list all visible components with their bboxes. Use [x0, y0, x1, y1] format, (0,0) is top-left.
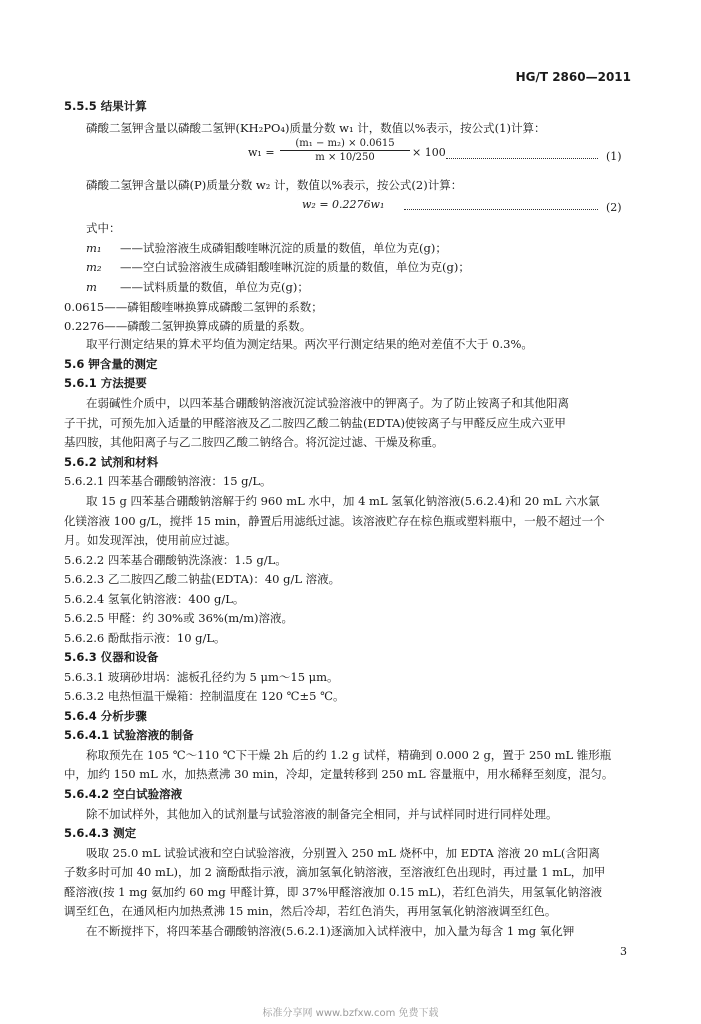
- leader-dots: [404, 209, 598, 210]
- formula-1-lhs: w₁ =: [248, 146, 275, 159]
- definition-m: [86, 279, 635, 295]
- section-5-6-4-3-title: 5.6.4.3 测定: [64, 826, 137, 840]
- paragraph-line: 在弱碱性介质中，以四苯基合硼酸钠溶液沉淀试验溶液中的钾离子。为了防止铵离子和其他阳离: [86, 396, 569, 410]
- section-5-6-4-1-title: 5.6.4.1 试验溶液的制备: [64, 728, 194, 742]
- paragraph-line: 调至红色，在通风柜内加热煮沸 15 min，然后冷却，若红色消失，再用氢氧化钠溶液调至红色。: [64, 904, 557, 918]
- formula-1-fraction: [280, 138, 410, 163]
- item-5-6-2-4: 5.6.2.4 氢氧化钠溶液：400 g/L。: [64, 592, 245, 606]
- paragraph-line: 吸取 25.0 mL 试验试液和空白试验溶液，分别置入 250 mL 烧杯中，加 EDTA 溶液 20 mL(含阳离: [86, 846, 600, 860]
- item-5-6-2-6: 5.6.2.6 酚酞指示液：10 g/L。: [64, 631, 226, 645]
- formula-2: w₂ = 0.2276w₁: [302, 198, 385, 211]
- section-5-6-4-title: 5.6.4 分析步骤: [64, 709, 147, 723]
- leader-dots: [446, 158, 598, 159]
- paragraph-line: 子干扰，可预先加入适量的甲醛溶液及乙二胺四乙酸二钠盐(EDTA)使铵离子与甲醛反应生成六亚甲: [64, 416, 566, 430]
- paragraph-line: 在不断搅拌下，将四苯基合硼酸钠溶液(5.6.2.1)逐滴加入试样液中，加入量为每含 1 mg 氧化钾: [86, 924, 575, 938]
- definition-text: ——空白试验溶液生成磷钼酸喹啉沉淀的质量的数值，单位为克(g)；: [120, 260, 470, 274]
- paragraph-line: 子数多时可加 40 mL)，加 2 滴酚酞指示液，滴加氢氧化钠溶液，至溶液红色出现时，再过量 1 mL，加甲: [64, 865, 606, 879]
- item-5-6-3-2: 5.6.3.2 电热恒温干燥箱：控制温度在 120 ℃±5 ℃。: [64, 689, 345, 703]
- paragraph-line: 醛溶液(按 1 mg 氨加约 60 mg 甲醛计算，即 37%甲醛溶液加 0.15 mL)，若红色消失，用氢氧化钠溶液: [64, 885, 603, 899]
- paragraph-precision: 取平行测定结果的算术平均值为测定结果。两次平行测定结果的绝对差值不大于 0.3%。: [86, 337, 533, 351]
- formula-1-numerator: (m₁ − m₂) × 0.0615: [280, 138, 410, 151]
- section-5-6-2-title: 5.6.2 试剂和材料: [64, 455, 159, 469]
- section-5-6-title: 5.6 钾含量的测定: [64, 357, 158, 371]
- formula-1-tail: × 100: [412, 146, 446, 159]
- paragraph-line: 称取预先在 105 ℃～110 ℃下干燥 2h 后的约 1.2 g 试样，精确到 0.000 2 g，置于 250 mL 锥形瓶: [86, 748, 612, 762]
- definition-coef-0-2276: 0.2276——磷酸二氢钾换算成磷的质量的系数。: [64, 319, 312, 333]
- definition-m1: [86, 240, 635, 256]
- standard-number: HG/T 2860—2011: [515, 70, 631, 84]
- section-5-6-3-title: 5.6.3 仪器和设备: [64, 650, 159, 664]
- symbol: m₁: [86, 241, 102, 255]
- paragraph-line: 化镁溶液 100 g/L，搅拌 15 min，静置后用滤纸过滤。该溶液贮存在棕色瓶或塑料瓶中，一般不超过一个: [64, 514, 605, 528]
- paragraph-line: 月。如发现浑浊，使用前应过滤。: [64, 533, 237, 547]
- definition-text: ——试料质量的数值，单位为克(g)；: [120, 280, 309, 294]
- item-5-6-2-3: 5.6.2.3 乙二胺四乙酸二钠盐(EDTA)：40 g/L 溶液。: [64, 572, 341, 586]
- paragraph-line: 基四胺，其他阳离子与乙二胺四乙酸二钠络合。将沉淀过滤、干燥及称重。: [64, 435, 444, 449]
- watermark-text: 标准分享网 www.bzfxw.com 免费下载: [262, 1008, 439, 1019]
- item-5-6-2-2: 5.6.2.2 四苯基合硼酸钠洗涤液：1.5 g/L。: [64, 553, 287, 567]
- definition-text: ——试验溶液生成磷钼酸喹啉沉淀的质量的数值，单位为克(g)；: [120, 241, 447, 255]
- formula-2-number: (2): [606, 201, 622, 214]
- paragraph-line: 除不加试样外，其他加入的试剂量与试验溶液的制备完全相同，并与试样同时进行同样处理。: [86, 807, 558, 821]
- definition-m2: [86, 259, 635, 275]
- page-number: 3: [620, 945, 627, 958]
- item-5-6-3-1: 5.6.3.1 玻璃砂坩埚：滤板孔径约为 5 μm～15 μm。: [64, 670, 339, 684]
- formula-1-number: (1): [606, 150, 622, 163]
- paragraph-w2-intro: 磷酸二氢钾含量以磷(P)质量分数 w₂ 计，数值以%表示，按公式(2)计算：: [86, 178, 463, 192]
- symbol: m: [86, 280, 97, 294]
- item-5-6-2-1: 5.6.2.1 四苯基合硼酸钠溶液：15 g/L。: [64, 474, 272, 488]
- item-5-6-2-5: 5.6.2.5 甲醛：约 30%或 36%(m/m)溶液。: [64, 611, 293, 625]
- paragraph-line: 中，加约 150 mL 水，加热煮沸 30 min，冷却，定量转移到 250 mL 容量瓶中，用水稀释至刻度，混匀。: [64, 767, 614, 781]
- where-label: 式中：: [86, 221, 121, 235]
- symbol: m₂: [86, 260, 102, 274]
- formula-1-denominator: m × 10/250: [315, 152, 375, 163]
- paragraph-w1-intro: 磷酸二氢钾含量以磷酸二氢钾(KH₂PO₄)质量分数 w₁ 计，数值以%表示，按公式(1)计算：: [86, 121, 546, 135]
- definition-coef-0-0615: 0.0615——磷钼酸喹啉换算成磷酸二氢钾的系数；: [64, 300, 323, 314]
- section-5-6-1-title: 5.6.1 方法提要: [64, 376, 147, 390]
- section-5-6-4-2-title: 5.6.4.2 空白试验溶液: [64, 787, 183, 801]
- paragraph-line: 取 15 g 四苯基合硼酸钠溶解于约 960 mL 水中，加 4 mL 氢氧化钠溶液(5.6.2.4)和 20 mL 六水氯: [86, 494, 600, 508]
- section-5-5-5-title: 5.5.5 结果计算: [64, 99, 147, 113]
